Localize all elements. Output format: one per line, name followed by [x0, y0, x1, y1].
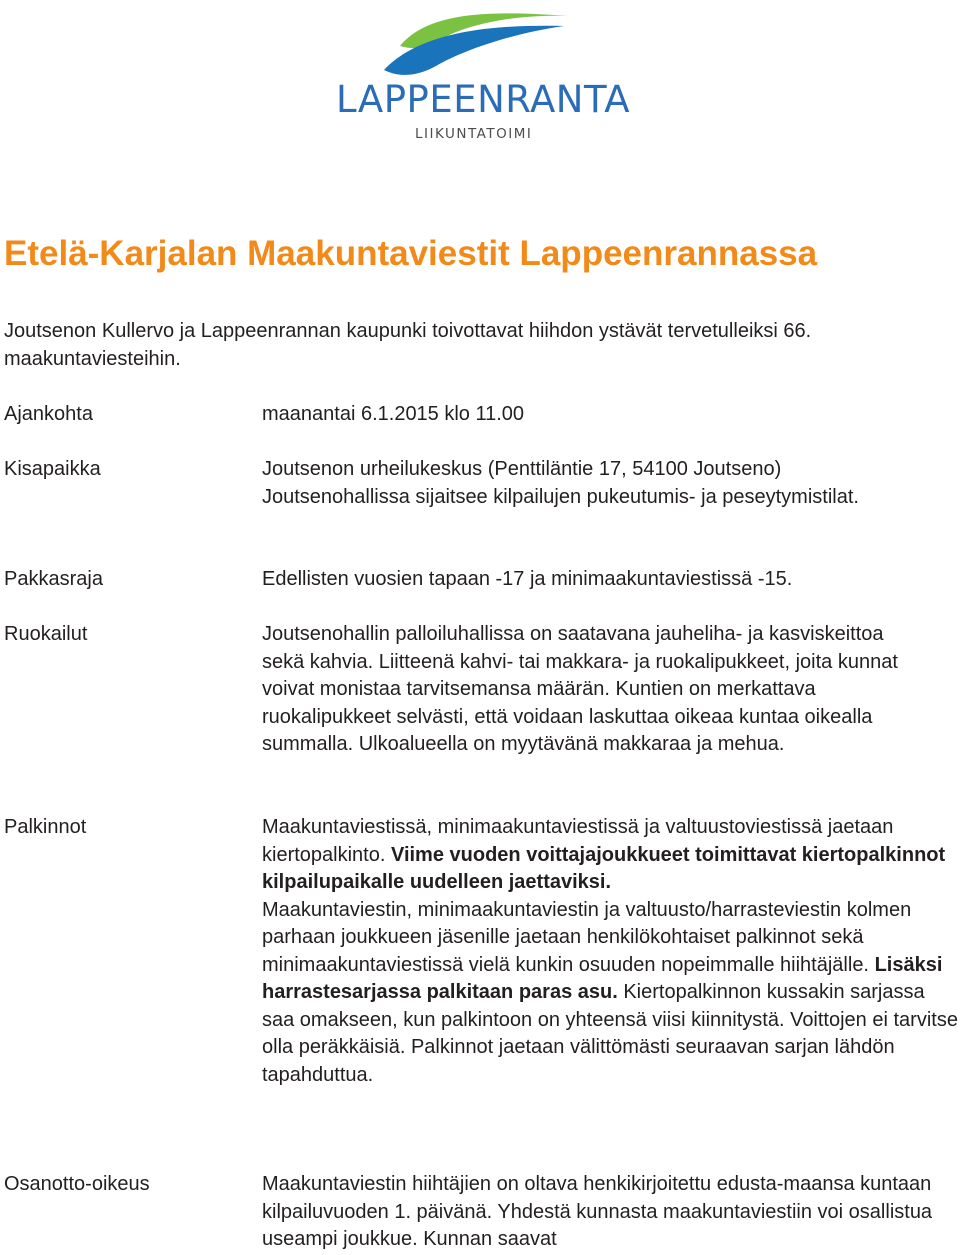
ajankohta-label: Ajankohta	[4, 403, 93, 425]
page-title: Etelä-Karjalan Maakuntaviestit Lappeenrannassa	[4, 234, 818, 273]
kisapaikka-label: Kisapaikka	[4, 458, 101, 480]
intro-text: Joutsenon Kullervo ja Lappeenrannan kaupunki toivottavat hiihdon ystävät tervetulleiksi 66. maakuntaviesteihin.	[4, 320, 812, 370]
ajankohta-value: maanantai 6.1.2015 klo 11.00	[262, 403, 525, 425]
palkinnot-label: Palkinnot	[4, 816, 87, 838]
osanotto-label: Osanotto-oikeus	[4, 1173, 150, 1195]
ruokailut-label: Ruokailut	[4, 623, 88, 645]
palkinnot-p2-rest: Kiertopalkinnon kussakin sarjassa saa omakseen, kun palkintoon on yhteensä viisi kiinnitystä. Voittojen ei tarvitse olla peräkkäisiä. Palkinnot jaetaan välittömästi seuraavan sarjan lähdön tapahduttua.	[262, 981, 958, 1086]
kisapaikka-value: Joutsenon urheilukeskus (Penttiläntie 17, 54100 Joutseno) Joutsenohallissa sijaitsee kilpailujen pukeutumis- ja peseytymistilat.	[262, 458, 859, 508]
ruokailut-value: Joutsenohallin palloiluhallissa on saatavana jauheliha- ja kasviskeittoa sekä kahvia. Liitteenä kahvi- tai makkara- ja ruokalipukkeet, joita kunnat voivat monistaa tarvitsemansa määrän. Kuntien on merkattava ruokalipukkeet selvästi, että voidaan laskuttaa oikeaa kuntaa oikealla summalla. Ulkoalueella on myytävänä makkaraa ja mehua.	[262, 623, 898, 755]
osanotto-value: Maakuntaviestin hiihtäjien on oltava henkikirjoitettu edusta-maansa kuntaan kilpailuvuoden 1. päivänä. Yhdestä kunnasta maakuntaviestiin voi osallistua useampi joukkue. Kunnan saavat	[262, 1173, 933, 1250]
logo-subtitle: LIIKUNTATOIMI	[415, 126, 533, 142]
logo-name: LAPPEENRANTA	[335, 78, 631, 121]
blue-wave-icon	[384, 26, 564, 75]
palkinnot-paragraph-2	[262, 897, 960, 1090]
palkinnot-paragraph-1	[262, 814, 960, 897]
palkinnot-value	[262, 814, 960, 1089]
pakkasraja-label: Pakkasraja	[4, 568, 103, 590]
lappeenranta-logo	[318, 8, 648, 142]
palkinnot-p2-bold: Lisäksi harrastesarjassa palkitaan paras asu.	[262, 953, 943, 1003]
wave-logo-icon	[318, 8, 648, 88]
pakkasraja-value: Edellisten vuosien tapaan -17 ja minimaakuntaviestissä -15.	[262, 568, 793, 590]
palkinnot-p1-text: Maakuntaviestissä, minimaakuntaviestissä ja valtuustoviestissä jaetaan kiertopalkinto.	[262, 816, 894, 866]
palkinnot-p1-bold: Viime vuoden voittajajoukkueet toimittavat kiertopalkinnot kilpailupaikalle uudelleen jaettaviksi.	[262, 843, 946, 893]
palkinnot-p2-text: Maakuntaviestin, minimaakuntaviestin ja valtuusto/harrasteviestin kolmen parhaan joukkueen jäsenille jaetaan henkilökohtaiset palkinnot sekä minimaakuntaviestissä vielä kunkin osuuden nopeimmalle hiihtäjälle.	[262, 898, 912, 976]
